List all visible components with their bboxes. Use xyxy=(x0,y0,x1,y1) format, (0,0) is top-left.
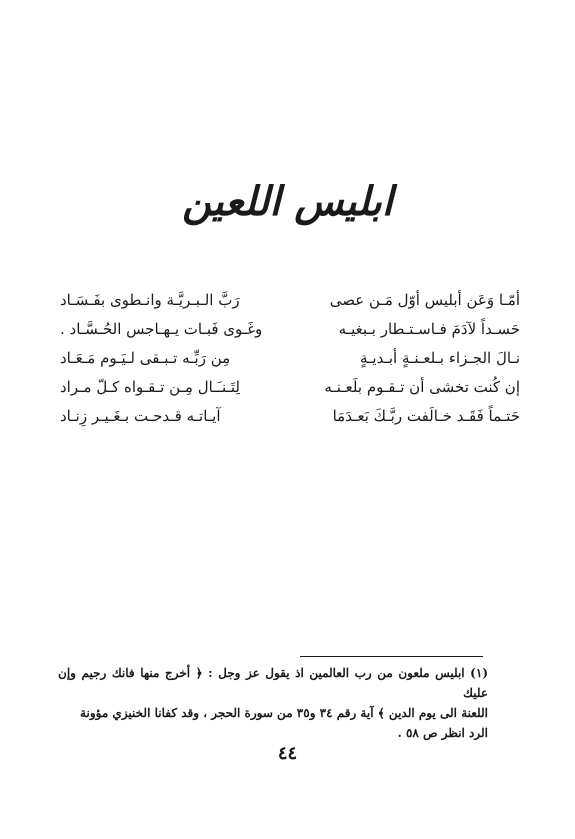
verse-second-hemistich: رَبَّ الـبـريَّـة وانـطوى بفَـسَـاد xyxy=(60,291,240,309)
poem-title: ابليس اللعين xyxy=(182,178,393,225)
verse-first-hemistich: إن كُنت تخشى أن تـقـوم بلَعـنـه xyxy=(324,378,520,396)
verse-second-hemistich: لِتَـنـَـال مِـن تـقـواه كـلّ مـراد xyxy=(60,378,240,396)
poem-verse xyxy=(60,286,520,315)
verse-first-hemistich: حَسـداً لآدَمَ فـاسـتـطار بـبغيـه xyxy=(338,320,520,338)
verse-second-hemistich: مِن رَبِّـه تـبـقى لـيَـوم مَـعَـاد xyxy=(60,349,231,367)
poem-verse xyxy=(60,315,520,344)
poem xyxy=(60,286,520,431)
footnote xyxy=(58,663,488,743)
verse-first-hemistich: نـالَ الجـزاء بـلعـنـةٍ أبـديـةٍ xyxy=(359,349,520,367)
verse-first-hemistich: حَتـماً فَقَـد خـالَفت ربَّـكَ بَعـدَمَا xyxy=(332,407,520,425)
footnote-line: (١) ابليس ملعون من رب العالمين اذ يقول عز وجل : ﴿ أخرج منها فانك رجيم وإن عليك xyxy=(58,666,488,700)
footnote-divider xyxy=(300,656,483,657)
page-number: ٤٤ xyxy=(277,743,298,764)
poem-verse xyxy=(60,402,520,431)
verse-second-hemistich: وغَـوى فَبـات يـهـاجس الحُـسَّـاد . xyxy=(60,320,263,338)
poem-verse xyxy=(60,344,520,373)
verse-first-hemistich: أمّـا وَعَن أبليس أوّل مَـن عصى xyxy=(329,291,520,309)
verse-second-hemistich: آيـاتـه قـدحـت بـغَـيـر زِنـاد xyxy=(60,407,221,425)
footnote-line: اللعنة الى يوم الدين ﴾ آية رقم ٣٤ و٣٥ من سورة الحجر ، وقد كفانا الخنيزي مؤونة xyxy=(80,706,488,720)
footnote-line: الرد انظر ص ٥٨ . xyxy=(397,726,488,740)
poem-verse xyxy=(60,373,520,402)
